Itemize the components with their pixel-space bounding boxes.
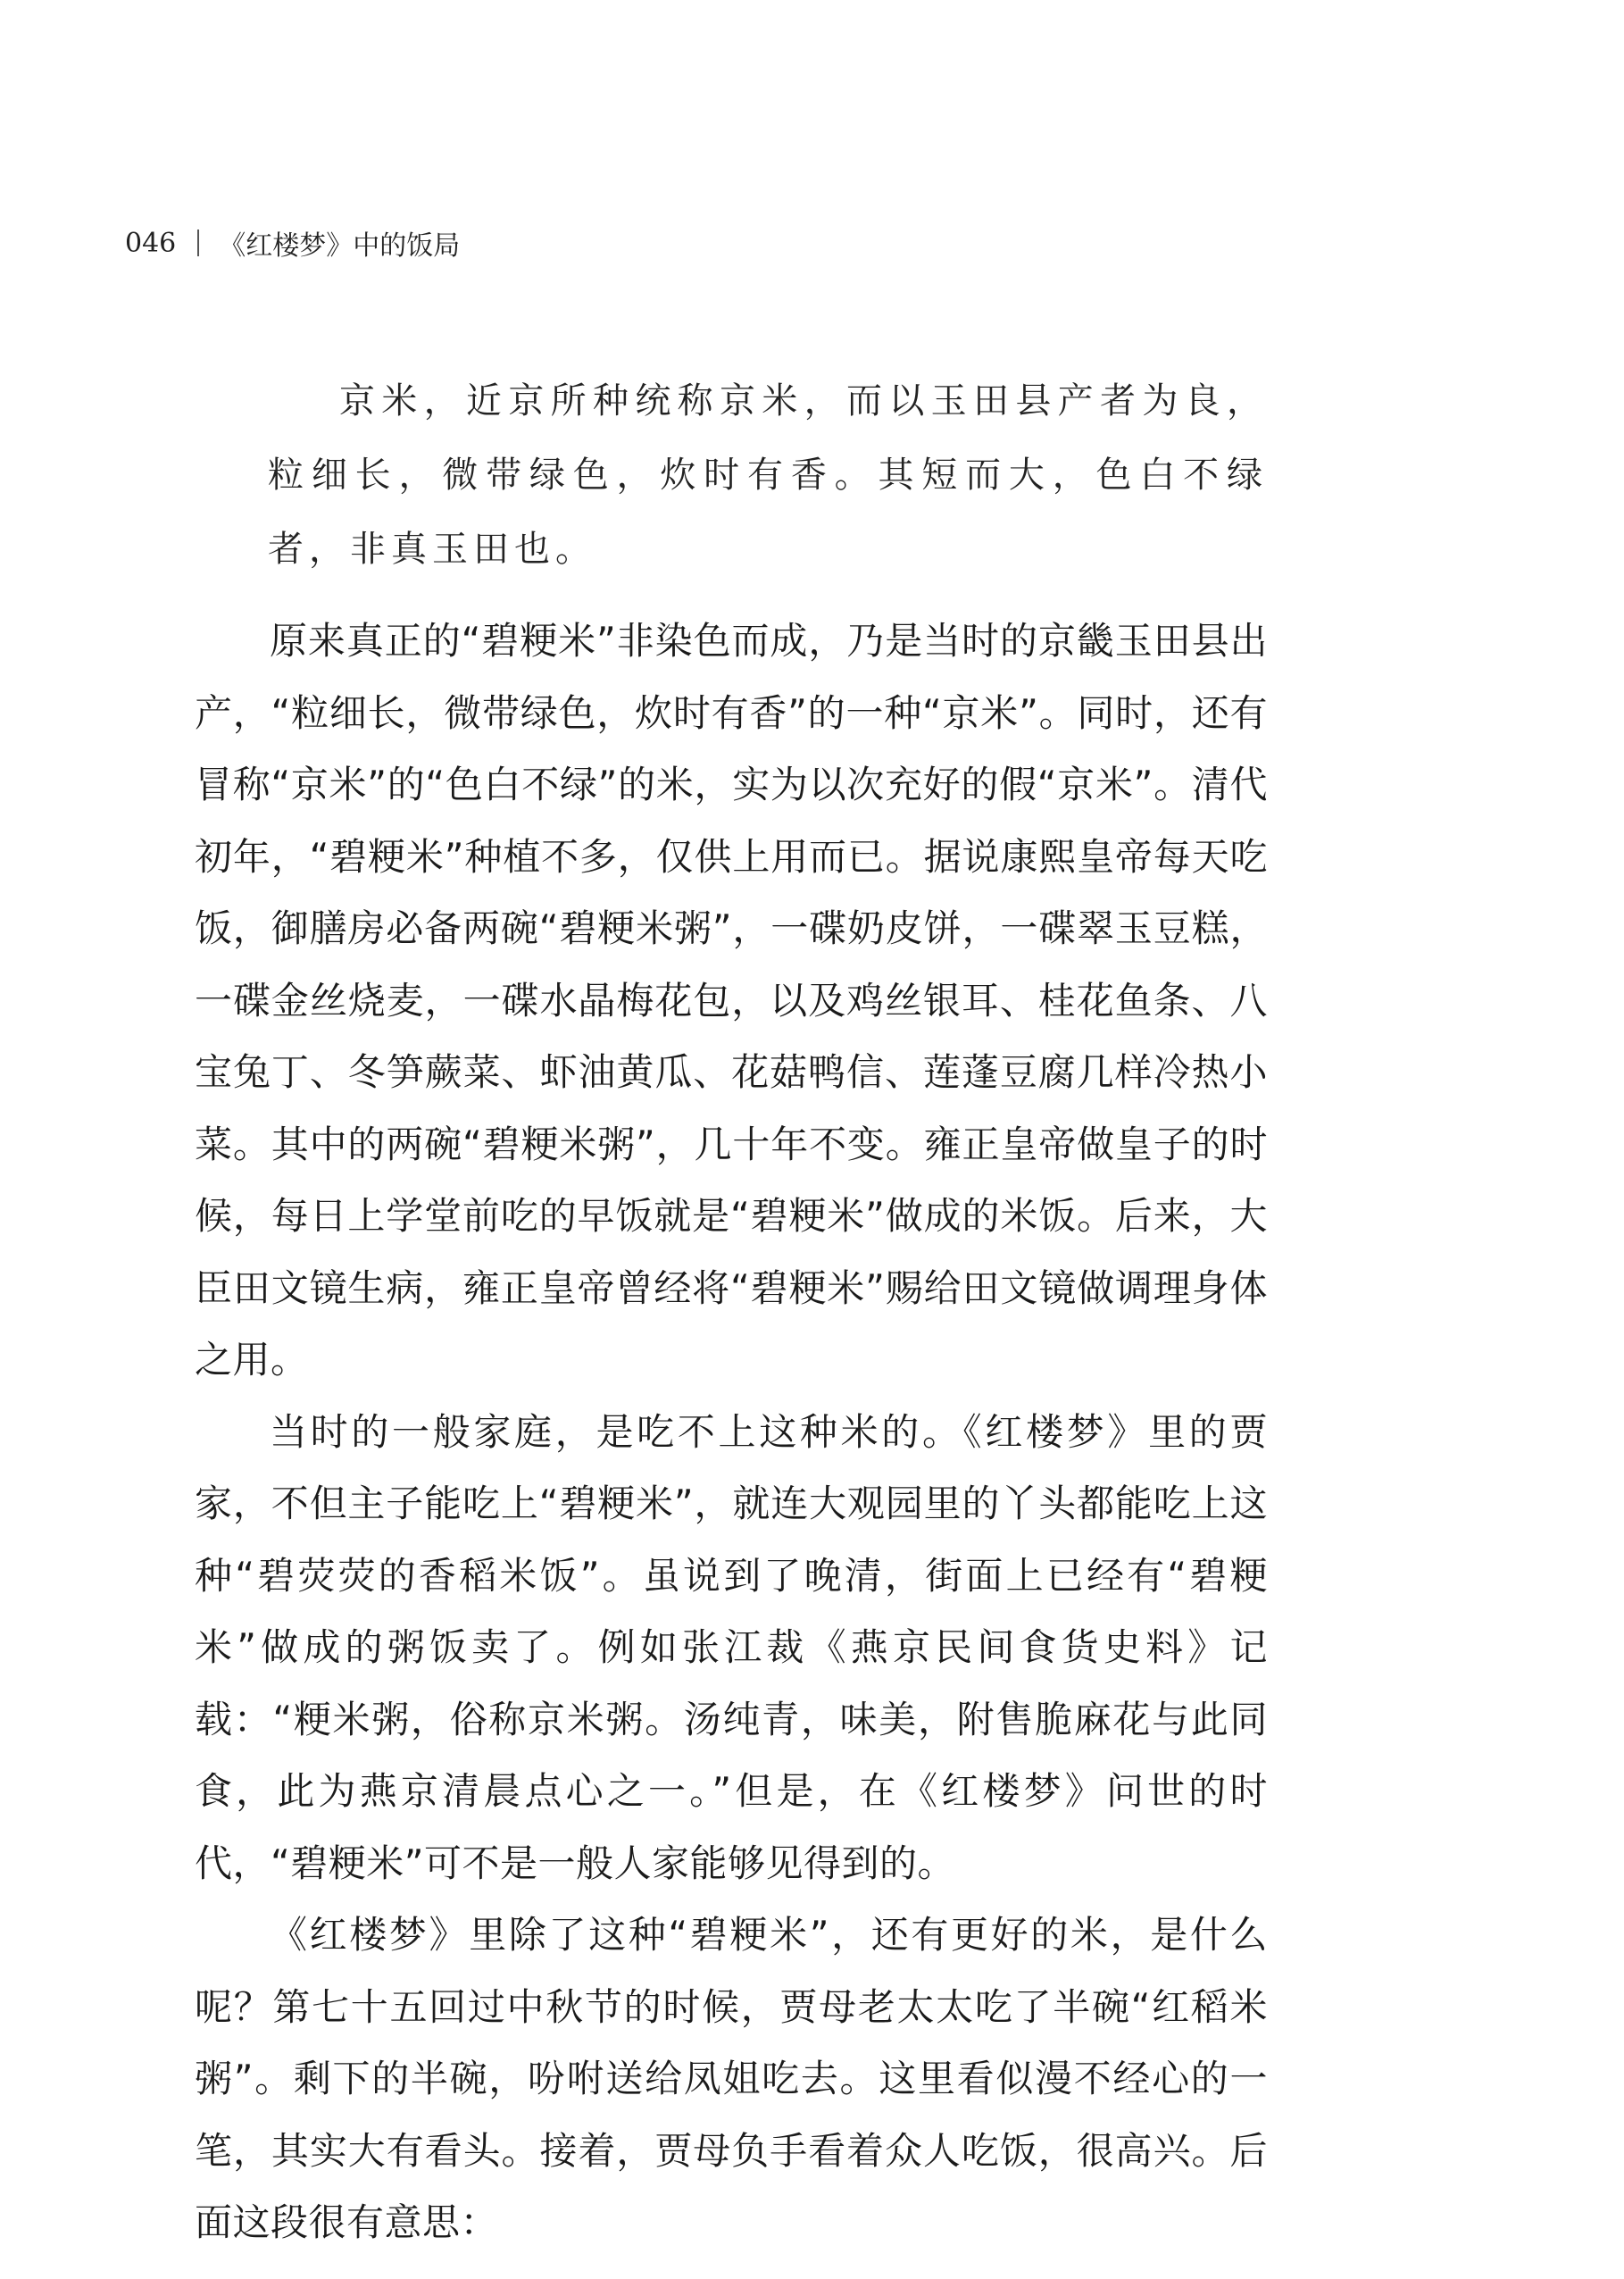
paragraph-1: 原来真正的“碧粳米”非染色而成，乃是当时的京畿玉田县出产，“粒细长，微带绿色，炊时有香”的一种“京米”。同时，还有冒称“京米”的“色白不绿”的米，实为以次充好的假“京米”。清代初年，“碧粳米”种植不多，仅供上用而已。据说康熙皇帝每天吃饭，御膳房必备两碗“碧粳米粥”，一碟奶皮饼，一碟翠玉豆糕，一碟金丝烧麦，一碟水晶梅花包，以及鸡丝银耳、桂花鱼条、八宝兔丁、冬笋蕨菜、虾油黄瓜、花菇鸭信、莲蓬豆腐几样冷热小菜。其中的两碗“碧粳米粥”，几十年不变。雍正皇帝做皇子的时候，每日上学堂前吃的早饭就是“碧粳米”做成的米饭。后来，大臣田文镜生病，雍正皇帝曾经将“碧粳米”赐给田文镜做调理身体之用。 bbox=[195, 619, 1268, 1382]
paragraph-3: 《红楼梦》里除了这种“碧粳米”，还有更好的米，是什么呢？第七十五回过中秋节的时候，贾母老太太吃了半碗“红稻米粥”。剩下的半碗，吩咐送给凤姐吃去。这里看似漫不经心的一笔，其实大有看头。接着，贾母负手看着众人吃饭，很高兴。后面这段很有意思： bbox=[195, 1913, 1268, 2244]
book-title: 《红楼梦》中的饭局 bbox=[219, 230, 461, 262]
paragraph-2: 当时的一般家庭，是吃不上这种米的。《红楼梦》里的贾家，不但主子能吃上“碧粳米”，就连大观园里的丫头都能吃上这种“碧荧荧的香稻米饭”。虽说到了晚清，街面上已经有“碧粳米”做成的粥饭卖了。例如张江裁《燕京民间食货史料》记载：“粳米粥，俗称京米粥。汤纯青，味美，附售脆麻花与此同食，此为燕京清晨点心之一。”但是，在《红楼梦》问世的时代，“碧粳米”可不是一般人家能够见得到的。 bbox=[195, 1409, 1268, 1885]
body-text bbox=[195, 605, 1268, 2259]
running-head bbox=[125, 223, 460, 263]
page-number: 046 bbox=[125, 227, 177, 259]
header-divider bbox=[197, 230, 199, 256]
block-quote: 京米，近京所种统称京米，而以玉田县产者为良，粒细长，微带绿色，炊时有香。其短而大，色白不绿者，非真玉田也。 bbox=[268, 380, 1268, 570]
